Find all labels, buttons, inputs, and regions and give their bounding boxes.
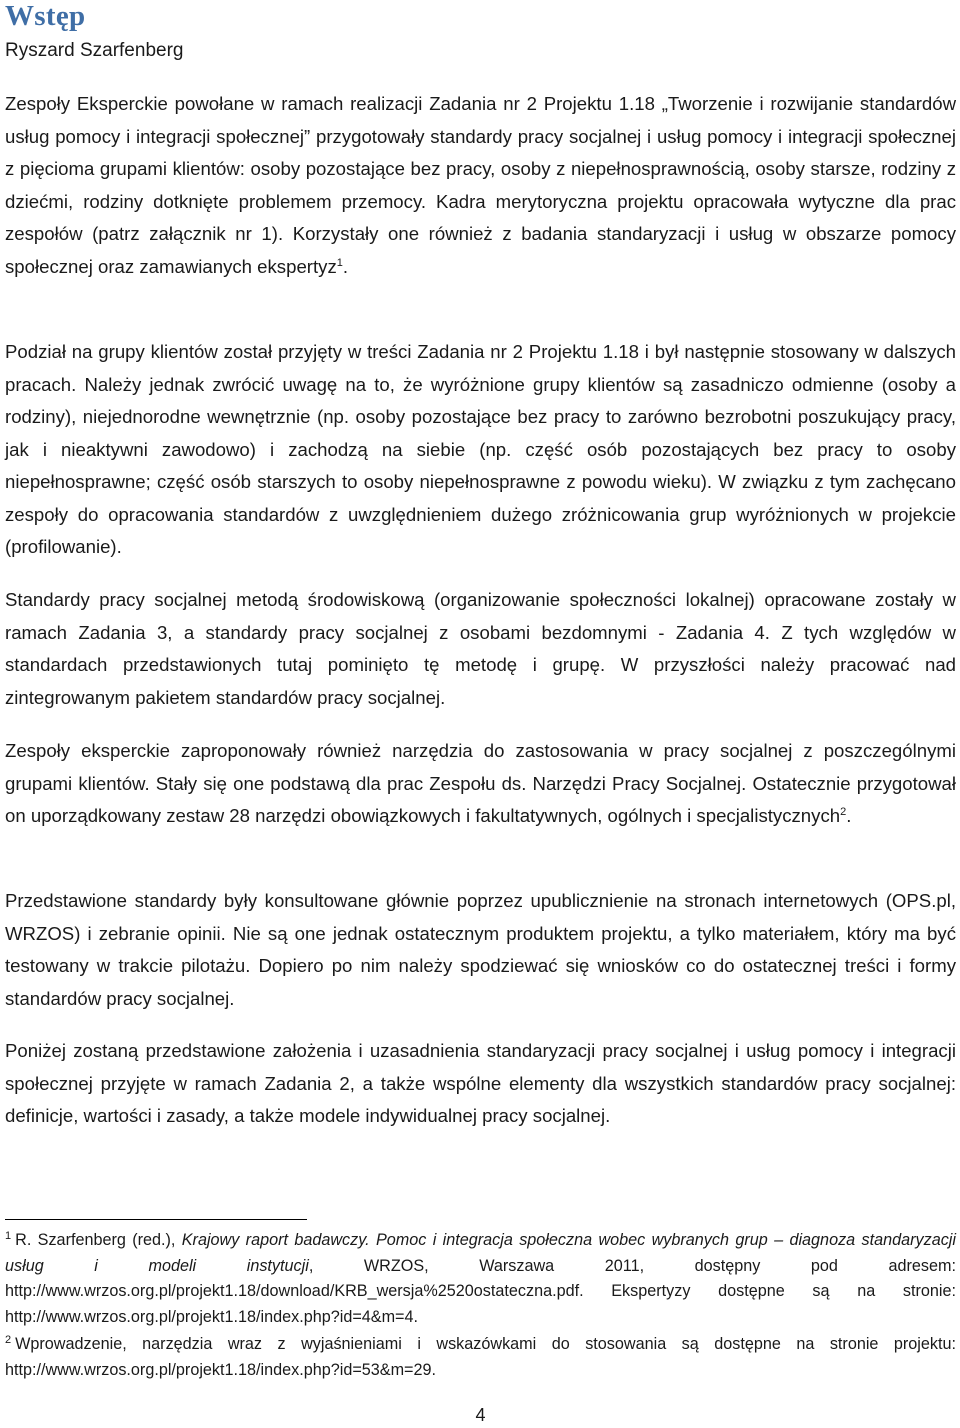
footnote-1-text-b[interactable]: , WRZOS, Warszawa 2011, dostępny pod adresem: http://www.wrzos.org.pl/projekt1.18/download/KRB_wersja%2520ostateczna.pdf. Ekspertyzy dostępne są na stronie: http://www.wrzos.org.pl/projekt1.18/index.php?id=4&m=4. [5, 1256, 957, 1326]
paragraph-4 [5, 735, 956, 833]
footnote-1-title: Krajowy raport badawczy. Pomoc i integracja społeczna wobec wybranych grup – diagnoza standaryzacji usług i modeli instytucji [5, 1231, 956, 1275]
author-name: Ryszard Szarfenberg [5, 40, 184, 61]
page-number: 4 [475, 1405, 486, 1425]
footnote-1-text-a: R. Szarfenberg (red.), [15, 1231, 182, 1249]
paragraph-1-end: . [342, 255, 349, 277]
footnotes [5, 1228, 956, 1383]
paragraph-5: Przedstawione standardy były konsultowane głównie poprzez upublicznienie na stronach internetowych (OPS.pl, WRZOS) i zebranie opinii. Nie są one jednak ostatecznym produktem projektu, a tylko materiałem, który ma być testowany w trakcie pilotażu. Dopiero po nim należy spodziewać się wniosków co do ostatecznej treści i formy standardów pracy socjalnej. [5, 890, 956, 1009]
paragraph-1 [5, 88, 956, 283]
footnote-2-text[interactable]: Wprowadzenie, narzędzia wraz z wyjaśnieniami i wskazówkami do stosowania są dostępne na stronie projektu: http://www.wrzos.org.pl/projekt1.18/index.php?id=53&m=29. [5, 1335, 956, 1379]
footnote-1 [5, 1228, 956, 1330]
paragraph-3: Standardy pracy socjalnej metodą środowiskową (organizowanie społeczności lokalnej) opracowane zostały w ramach Zadania 3, a standardy pracy socjalnej z osobami bezdomnymi - Zadania 4. Z tych względów w standardach przedstawionych tutaj pominięto tę metodę i grupę. W przyszłości należy pracować nad zintegrowanym pakietem standardów pracy socjalnej. [5, 589, 956, 708]
document-page [5, 0, 957, 1425]
paragraph-6: Poniżej zostaną przedstawione założenia i uzasadnienia standaryzacji pracy socjalnej i usług pomocy i integracji społecznej przyjęte w ramach Zadania 2, a także wspólne elementy dla wszystkich standardów pracy socjalnej: definicje, wartości i zasady, a także modele indywidualnej pracy socjalnej. [5, 1040, 956, 1126]
paragraph-1-text: Zespoły Eksperckie powołane w ramach realizacji Zadania nr 2 Projektu 1.18 „Tworzenie i rozwijanie standardów usług pomocy i integracji społecznej” przygotowały standardy pracy socjalnej i usług pomocy i integracji społecznej z pięcioma grupami klientów: osoby pozostające bez pracy, osoby z niepełnosprawnością, osoby starsze, rodziny z dziećmi, rodziny dotknięte problemem przemocy. Kadra merytoryczna projektu opracowała wytyczne dla prac zespołów (patrz załącznik nr 1). Korzystały one również z badania standaryzacji i usług w obszarze pomocy społecznej oraz zamawianych ekspertyz [5, 93, 956, 277]
footnote-2 [5, 1332, 956, 1383]
footnote-ref-1[interactable]: 1 [336, 256, 343, 269]
footnote-2-number: 2 [5, 1333, 12, 1346]
paragraph-4-end: . [846, 805, 852, 826]
paragraph-2: Podział na grupy klientów został przyjęty w treści Zadania nr 2 Projektu 1.18 i był następnie stosowany w dalszych pracach. Należy jednak zwrócić uwagę na to, że wyróżnione grupy klientów są zasadniczo odmienne (osoby a rodziny), niejednorodne wewnętrznie (np. osoby pozostające bez pracy to zarówno bezrobotni poszukujący pracy, jak i nieaktywni zawodowo) i zachodzą na siebie (np. część osób pozostających bez pracy to osoby niepełnosprawne; część osób starszych to osoby niepełnosprawne z powodu wieku). W związku z tym zachęcano zespoły do opracowania standardów z uwzględnieniem dużego zróżnicowania grup wyróżnionych w projekcie (profilowanie). [5, 341, 956, 557]
footnote-separator [5, 1219, 307, 1220]
paragraph-4-text: Zespoły eksperckie zaproponowały również narzędzia do zastosowania w pracy socjalnej z poszczególnymi grupami klientów. Stały się one podstawą dla prac Zespołu ds. Narzędzi Pracy Socjalnej. Ostatecznie przygotował on uporządkowany zestaw 28 narzędzi obowiązkowych i fakultatywnych, ogólnych i specjalistycznych [5, 740, 956, 826]
footnote-1-number: 1 [5, 1229, 12, 1242]
footnote-ref-2[interactable]: 2 [840, 805, 847, 818]
page-title: Wstęp [5, 0, 86, 32]
